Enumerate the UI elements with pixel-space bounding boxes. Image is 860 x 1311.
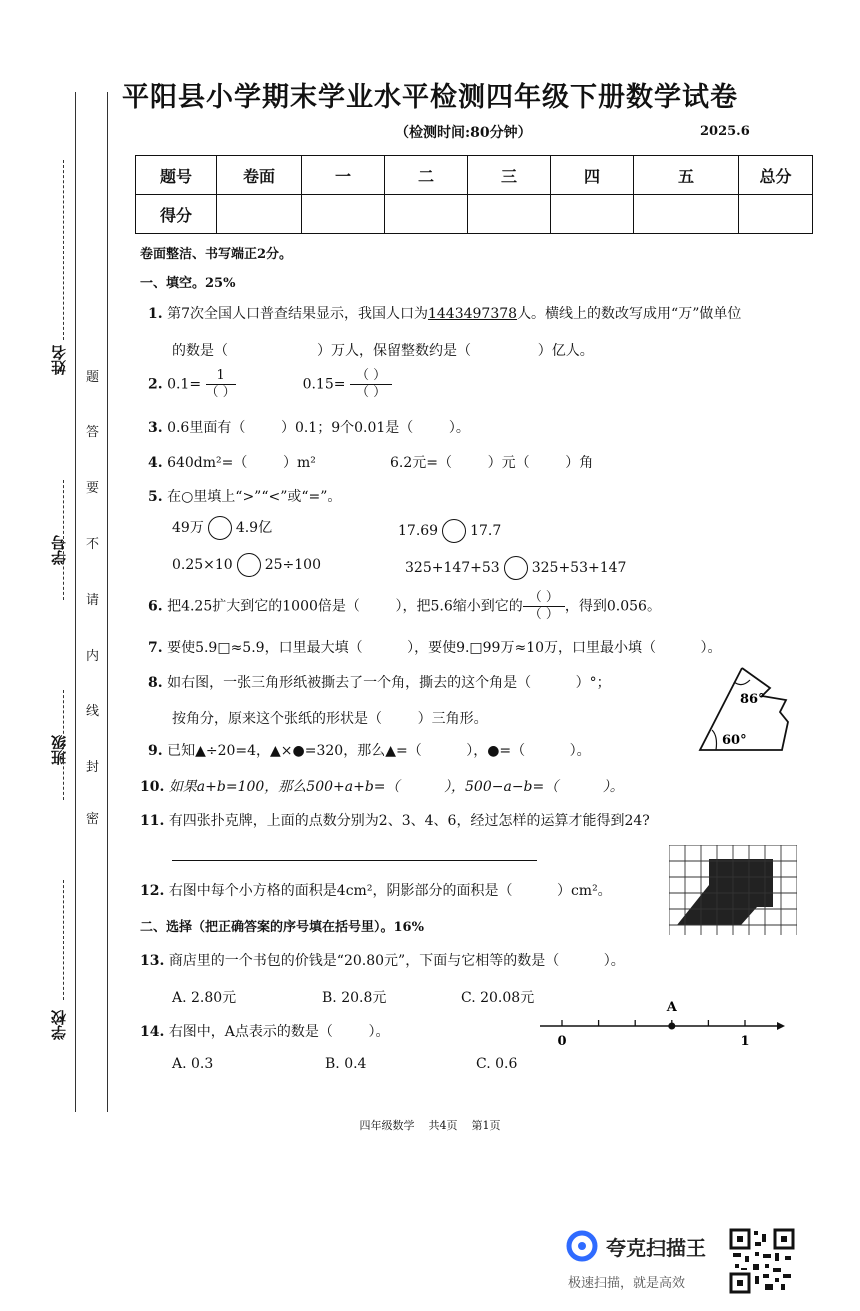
question-text: 有四张扑克牌，上面的点数分别为2、3、4、6，经过怎样的运算才能得到24?	[168, 813, 650, 829]
option-a[interactable]: A. 2.80元	[172, 990, 237, 1006]
question-number: 11.	[140, 813, 165, 829]
compare-row	[405, 556, 626, 580]
question-2	[148, 368, 392, 401]
compare-right: 4.9亿	[235, 520, 273, 536]
question-text: 人。横线上的数改写成用“万”做单位	[517, 306, 742, 322]
question-number: 5.	[148, 489, 163, 505]
question-8-line-2: 按角分，原来这个张纸的形状是（ ）三角形。	[172, 711, 488, 727]
question-number: 2.	[148, 376, 163, 393]
shaded-parallelogram	[677, 859, 773, 925]
question-13	[140, 950, 625, 970]
question-1-line-2: 的数是（ ）万人，保留整数约是（ ）亿人。	[172, 343, 594, 359]
option-b[interactable]: B. 20.8元	[322, 990, 387, 1006]
angle-arc	[712, 730, 717, 750]
question-12	[140, 880, 612, 900]
compare-row	[172, 516, 272, 540]
compare-circle[interactable]	[208, 516, 232, 540]
question-11	[140, 810, 650, 830]
compare-row	[398, 519, 501, 543]
option-c[interactable]: C. 0.6	[476, 1056, 518, 1072]
score-cell[interactable]	[217, 195, 302, 234]
question-number: 3.	[148, 420, 163, 436]
question-number: 10.	[140, 779, 165, 795]
question-text: ，得到0.056。	[564, 598, 661, 615]
class-label: 班级	[50, 735, 68, 765]
fraction-left: 0.1=	[167, 376, 202, 393]
question-text: 商店里的一个书包的价钱是“20.80元”，下面与它相等的数是（ ）。	[168, 953, 625, 969]
question-4b: 6.2元=（ ）元（ ）角	[390, 455, 594, 471]
question-8	[148, 672, 611, 692]
question-1	[148, 303, 741, 323]
question-text: 已知▲÷20=4，▲×●=320，那么▲=（ ），●=（ ）。	[167, 743, 591, 759]
score-header-cell: 一	[302, 156, 385, 195]
exam-title: 平阳县小学期末学业水平检测四年级下册数学试卷	[122, 82, 738, 113]
question-number: 1.	[148, 306, 163, 322]
name-label: 姓名	[50, 345, 68, 375]
scanner-name: 夸克扫描王	[606, 1236, 706, 1260]
compare-circle[interactable]	[504, 556, 528, 580]
question-14	[140, 1021, 390, 1041]
seal-word: 密	[86, 812, 100, 827]
option-b[interactable]: B. 0.4	[325, 1056, 367, 1072]
score-table	[135, 155, 813, 234]
score-header-row	[136, 156, 813, 195]
number-line	[535, 995, 790, 1050]
seal-word: 要	[86, 481, 100, 496]
score-cell[interactable]	[302, 195, 385, 234]
angle-label-60: 60°	[722, 733, 747, 748]
question-number: 13.	[140, 953, 165, 969]
question-10	[140, 776, 624, 796]
question-text: 如果a+b=100，那么500+a+b=（ ），500−a−b=（ ）。	[168, 779, 624, 795]
seal-word: 不	[86, 537, 100, 552]
zero-label: 0	[557, 1034, 567, 1049]
section-1-heading: 一、填空。25%	[140, 276, 236, 291]
fraction	[350, 368, 392, 401]
question-text: 如右图，一张三角形纸被撕去了一个角，撕去的这个角是（ ）°；	[167, 675, 611, 691]
score-header-cell: 二	[385, 156, 468, 195]
one-label: 1	[740, 1034, 750, 1049]
question-4	[148, 452, 316, 472]
numerator: （ ）	[523, 590, 565, 607]
compare-left: 49万	[172, 520, 204, 536]
seal-word: 请	[86, 593, 100, 608]
question-text: 右图中每个小方格的面积是4cm²，阴影部分的面积是（ ）cm²。	[168, 883, 612, 899]
binding-line-outer	[75, 92, 76, 1112]
question-3	[148, 417, 470, 437]
exam-duration: （检测时间:80分钟）	[395, 125, 532, 141]
compare-left: 17.69	[398, 523, 439, 539]
denominator: （ ）	[355, 385, 387, 400]
option-a[interactable]: A. 0.3	[172, 1056, 214, 1072]
class-blank	[63, 690, 64, 800]
denominator: （ ）	[205, 385, 236, 400]
school-blank	[63, 880, 64, 1000]
score-cell[interactable]	[551, 195, 634, 234]
fraction	[523, 590, 565, 623]
score-header-cell: 卷面	[217, 156, 302, 195]
scanner-slogan: 极速扫描，就是高效	[568, 1276, 686, 1291]
score-cell[interactable]	[634, 195, 739, 234]
question-9	[148, 740, 591, 760]
score-cell[interactable]	[468, 195, 551, 234]
seal-word: 题	[86, 370, 100, 385]
denominator: （ ）	[528, 607, 559, 622]
qr-code-icon	[729, 1228, 795, 1294]
seal-word: 线	[86, 704, 100, 719]
compare-right: 25÷100	[264, 557, 321, 573]
option-c[interactable]: C. 20.08元	[461, 990, 535, 1006]
question-text: 把4.25扩大到它的1000倍是（ ），把5.6缩小到它的	[167, 598, 523, 615]
question-text: 640dm²=（ ）m²	[167, 455, 316, 471]
question-number: 7.	[148, 640, 163, 656]
grid-figure	[669, 845, 797, 935]
numerator: 1	[206, 368, 236, 385]
underlined-number: 1443497378	[427, 306, 518, 322]
compare-circle[interactable]	[442, 519, 466, 543]
student-number-label: 学号	[50, 535, 68, 565]
school-label: 学校	[50, 1010, 68, 1040]
seal-word: 内	[86, 649, 100, 664]
neatness-note: 卷面整洁、书写端正2分。	[140, 247, 293, 262]
fraction	[206, 368, 236, 401]
question-number: 14.	[140, 1024, 165, 1040]
fraction-left: 0.15=	[302, 376, 346, 393]
score-value-row	[136, 195, 813, 234]
scanner-watermark	[566, 1228, 801, 1298]
angle-label-86: 86°	[740, 692, 765, 707]
seal-word: 封	[86, 760, 100, 775]
question-number: 8.	[148, 675, 163, 691]
compare-left: 325+147+53	[405, 560, 500, 576]
score-cell[interactable]	[385, 195, 468, 234]
seal-word: 答	[86, 425, 100, 440]
numerator: （ ）	[350, 368, 392, 385]
question-7	[148, 637, 722, 657]
student-number-blank	[63, 480, 64, 600]
question-6	[148, 590, 661, 623]
score-header-cell: 五	[634, 156, 739, 195]
score-cell[interactable]	[739, 195, 813, 234]
compare-right: 17.7	[470, 523, 502, 539]
score-header-cell: 四	[551, 156, 634, 195]
compare-circle[interactable]	[237, 553, 261, 577]
point-a-marker	[668, 1023, 675, 1030]
score-header-cell: 题号	[136, 156, 217, 195]
compare-right: 325+53+147	[531, 560, 627, 576]
question-number: 4.	[148, 455, 163, 471]
question-text: 要使5.9□≈5.9，口里最大填（ ），要使9.□99万≈10万，口里最小填（ ）。	[167, 640, 722, 656]
question-text: 在○里填上“>”“<”或“=”。	[167, 489, 342, 505]
name-blank	[63, 160, 64, 340]
score-row-label: 得分	[136, 195, 217, 234]
question-5	[148, 486, 341, 506]
score-header-cell: 三	[468, 156, 551, 195]
binding-line-inner	[107, 92, 108, 1112]
scanner-logo-icon	[566, 1230, 598, 1262]
question-number: 12.	[140, 883, 165, 899]
exam-date: 2025.6	[700, 124, 750, 139]
question-text: 右图中，A点表示的数是（ ）。	[168, 1024, 390, 1040]
page-footer: 四年级数学 共4页 第1页	[359, 1119, 501, 1132]
torn-triangle-figure	[690, 660, 810, 760]
point-a-label: A	[666, 1000, 677, 1015]
question-text: 第7次全国人口普查结果显示，我国人口为	[167, 306, 428, 322]
compare-row	[172, 553, 321, 577]
score-header-cell: 总分	[739, 156, 813, 195]
question-text: 0.6里面有（ ）0.1；9个0.01是（ ）。	[167, 420, 470, 436]
section-2-heading: 二、选择（把正确答案的序号填在括号里）。16%	[140, 920, 424, 935]
question-number: 9.	[148, 743, 163, 759]
question-number: 6.	[148, 598, 163, 615]
tick-marks	[562, 1020, 745, 1026]
arrow-icon	[777, 1022, 785, 1030]
compare-left: 0.25×10	[172, 557, 233, 573]
answer-line[interactable]	[172, 860, 537, 861]
